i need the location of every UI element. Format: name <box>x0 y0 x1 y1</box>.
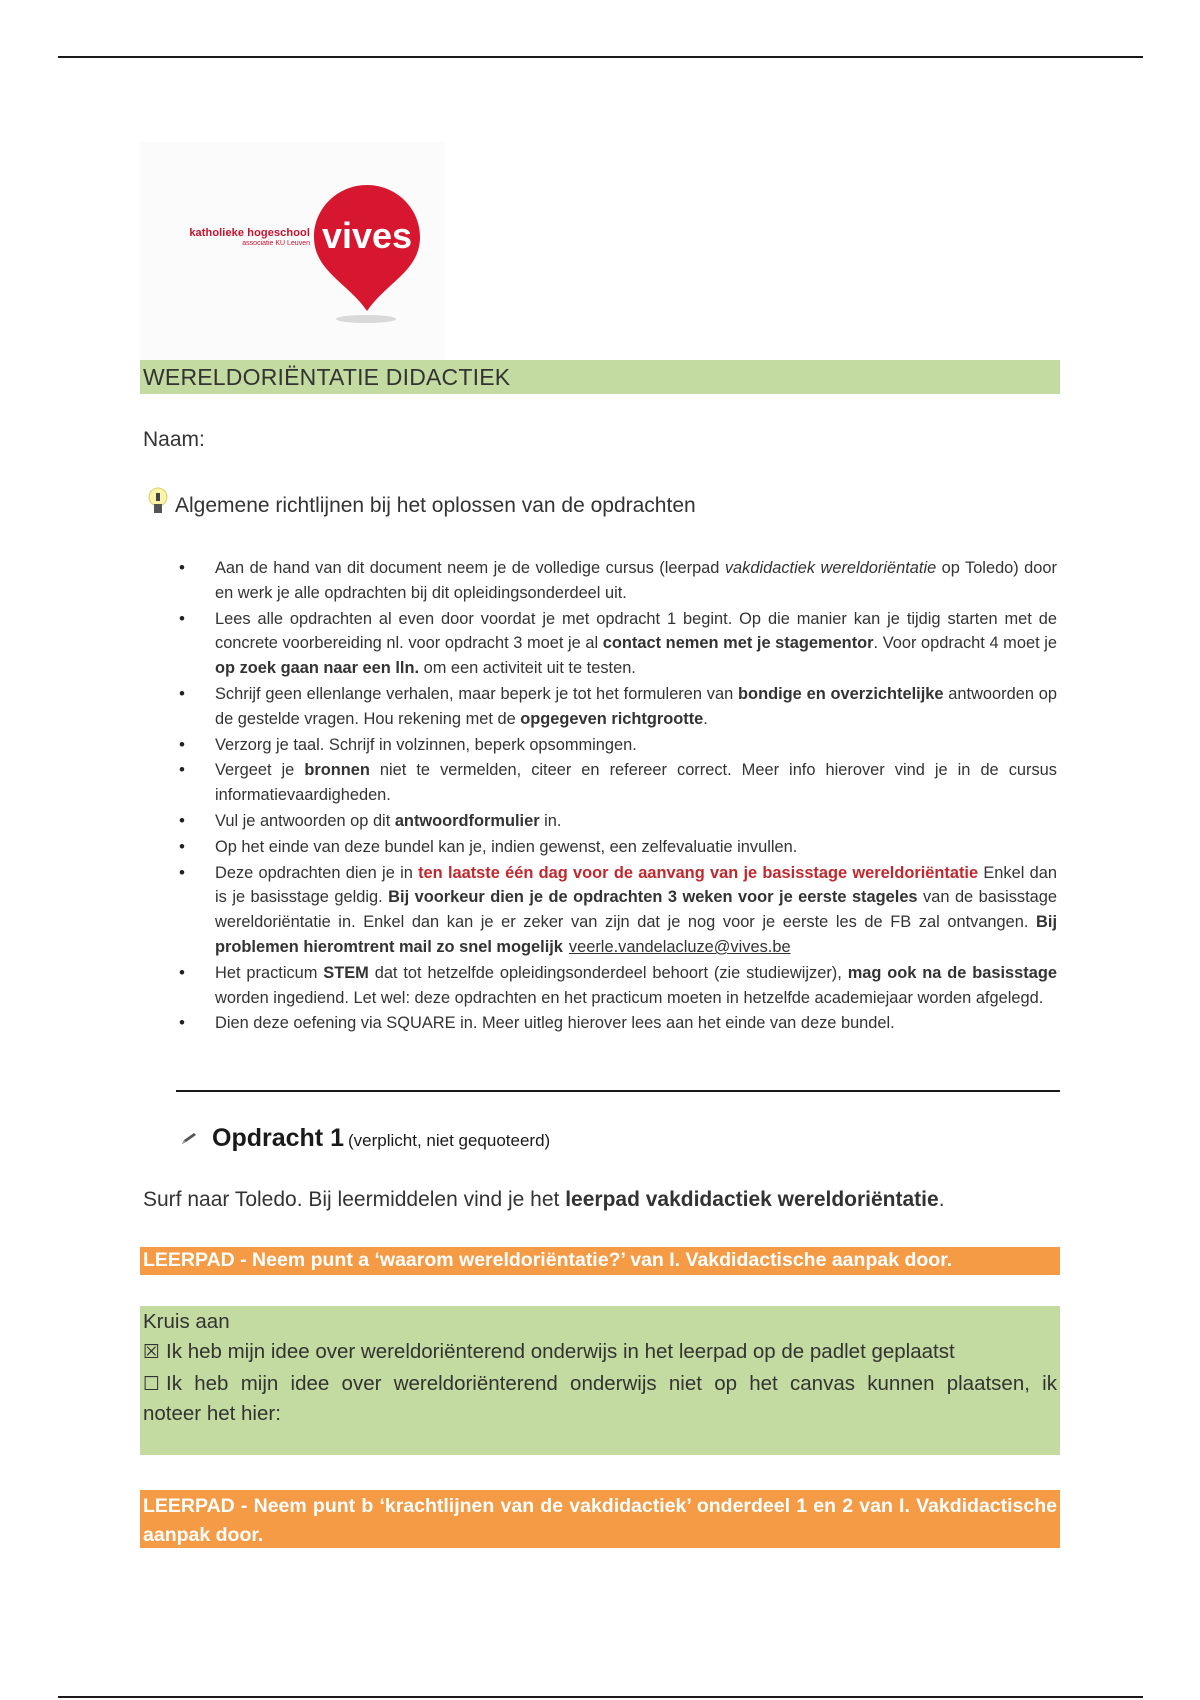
guidelines-heading-text: Algemene richtlijnen bij het oplossen van de opdrachten <box>175 494 696 517</box>
list-item: • Het practicum STEM dat tot hetzelfde opleidingsonderdeel behoort (zie studiewijzer), mag ook na de basisstage worden ingediend. Let wel: deze opdrachten en het practicum moeten in hetzelfde academiejaar worden afgelegd. <box>175 961 1057 1011</box>
guidelines-heading <box>147 486 696 518</box>
unchecked-box-icon[interactable]: ☐ <box>143 1373 161 1395</box>
assignment-intro: Surf naar Toledo. Bij leermiddelen vind je het leerpad vakdidactiek wereldoriëntatie. <box>143 1188 945 1211</box>
checked-box-icon[interactable]: ☒ <box>143 1341 161 1363</box>
top-rule <box>58 56 1143 58</box>
assignment-heading <box>180 1124 550 1153</box>
list-item: • Dien deze oefening via SQUARE in. Meer uitleg hierover lees aan het einde van deze bundel. <box>175 1011 1057 1036</box>
checkbox-option-1[interactable]: ☒ Ik heb mijn idee over wereldoriënterend onderwijs in het leerpad op de padlet geplaatst <box>143 1340 955 1363</box>
lightbulb-icon <box>147 486 169 518</box>
email-link[interactable]: veerle.vandelacluze@vives.be <box>568 937 791 956</box>
assignment-title: Opdracht 1 <box>212 1124 344 1152</box>
guidelines-list <box>175 556 1057 1037</box>
checklist-heading: Kruis aan <box>143 1310 230 1333</box>
vives-pin-logo-icon <box>308 183 426 328</box>
list-item: • Aan de hand van dit document neem je de volledige cursus (leerpad vakdidactiek wereldoriëntatie op Toledo) door en werk je alle opdrachten bij dit opleidingsonderdeel uit. <box>175 556 1057 606</box>
name-label: Naam: <box>143 428 205 451</box>
list-item: • Op het einde van deze bundel kan je, indien gewenst, een zelfevaluatie invullen. <box>175 835 1057 860</box>
page-title: WERELDORIËNTATIE DIDACTIEK <box>143 364 511 390</box>
title-bar <box>140 360 1060 394</box>
section-divider <box>176 1090 1060 1092</box>
assignment-subtitle: (verplicht, niet gequoteerd) <box>347 1131 551 1150</box>
list-item: • Schrijf geen ellenlange verhalen, maar beperk je tot het formuleren van bondige en overzichtelijke antwoorden op de gestelde vragen. Hou rekening met de opgegeven richtgrootte. <box>175 682 1057 732</box>
list-item: • Deze opdrachten dien je in ten laatste één dag voor de aanvang van je basisstage wereldoriëntatie Enkel dan is je basisstage geldig. Bij voorkeur dien je de opdrachten 3 weken voor je eerste stageles van de basisstage wereldoriëntatie in. Enkel dan kan je er zeker van zijn dat je nog voor je eerste les de FB zal ontvangen. Bij problemen hieromtrent mail zo snel mogelijk veerle.vandelacluze@vives.be <box>175 861 1057 960</box>
logo-word: vives <box>321 215 413 256</box>
checklist-box <box>140 1306 1060 1455</box>
leerpad-banner-a: LEERPAD - Neem punt a ‘waarom wereldoriëntatie?’ van I. Vakdidactische aanpak door. <box>140 1247 1060 1275</box>
leerpad-banner-b: LEERPAD - Neem punt b ‘krachtlijnen van de vakdidactiek’ onderdeel 1 en 2 van I. Vakdidactische aanpak door. <box>140 1490 1060 1548</box>
list-item: • Vul je antwoorden op dit antwoordformulier in. <box>175 809 1057 834</box>
checkbox-option-2-cont: noteer het hier: <box>143 1402 281 1425</box>
list-item: • Vergeet je bronnen niet te vermelden, citeer en refereer correct. Meer info hierover vind je in de cursus informatievaardigheden. <box>175 758 1057 808</box>
pencil-icon <box>180 1132 198 1146</box>
list-item: • Verzorg je taal. Schrijf in volzinnen, beperk opsommingen. <box>175 733 1057 758</box>
bottom-rule <box>58 1696 1143 1698</box>
logo-wordmark <box>175 227 310 247</box>
list-item: • Lees alle opdrachten al even door voordat je met opdracht 1 begint. Op die manier kan je tijdig starten met de concrete voorbereiding nl. voor opdracht 3 moet je al contact nemen met je stagementor. Voor opdracht 4 moet je op zoek gaan naar een lln. om een activiteit uit te testen. <box>175 607 1057 681</box>
logo-line-1: katholieke hogeschool <box>189 227 310 239</box>
checkbox-option-2[interactable]: ☐ Ik heb mijn idee over wereldoriënterend onderwijs niet op het canvas kunnen plaatsen, ik <box>143 1372 1057 1395</box>
logo-line-2: associatie KU Leuven <box>242 240 310 247</box>
